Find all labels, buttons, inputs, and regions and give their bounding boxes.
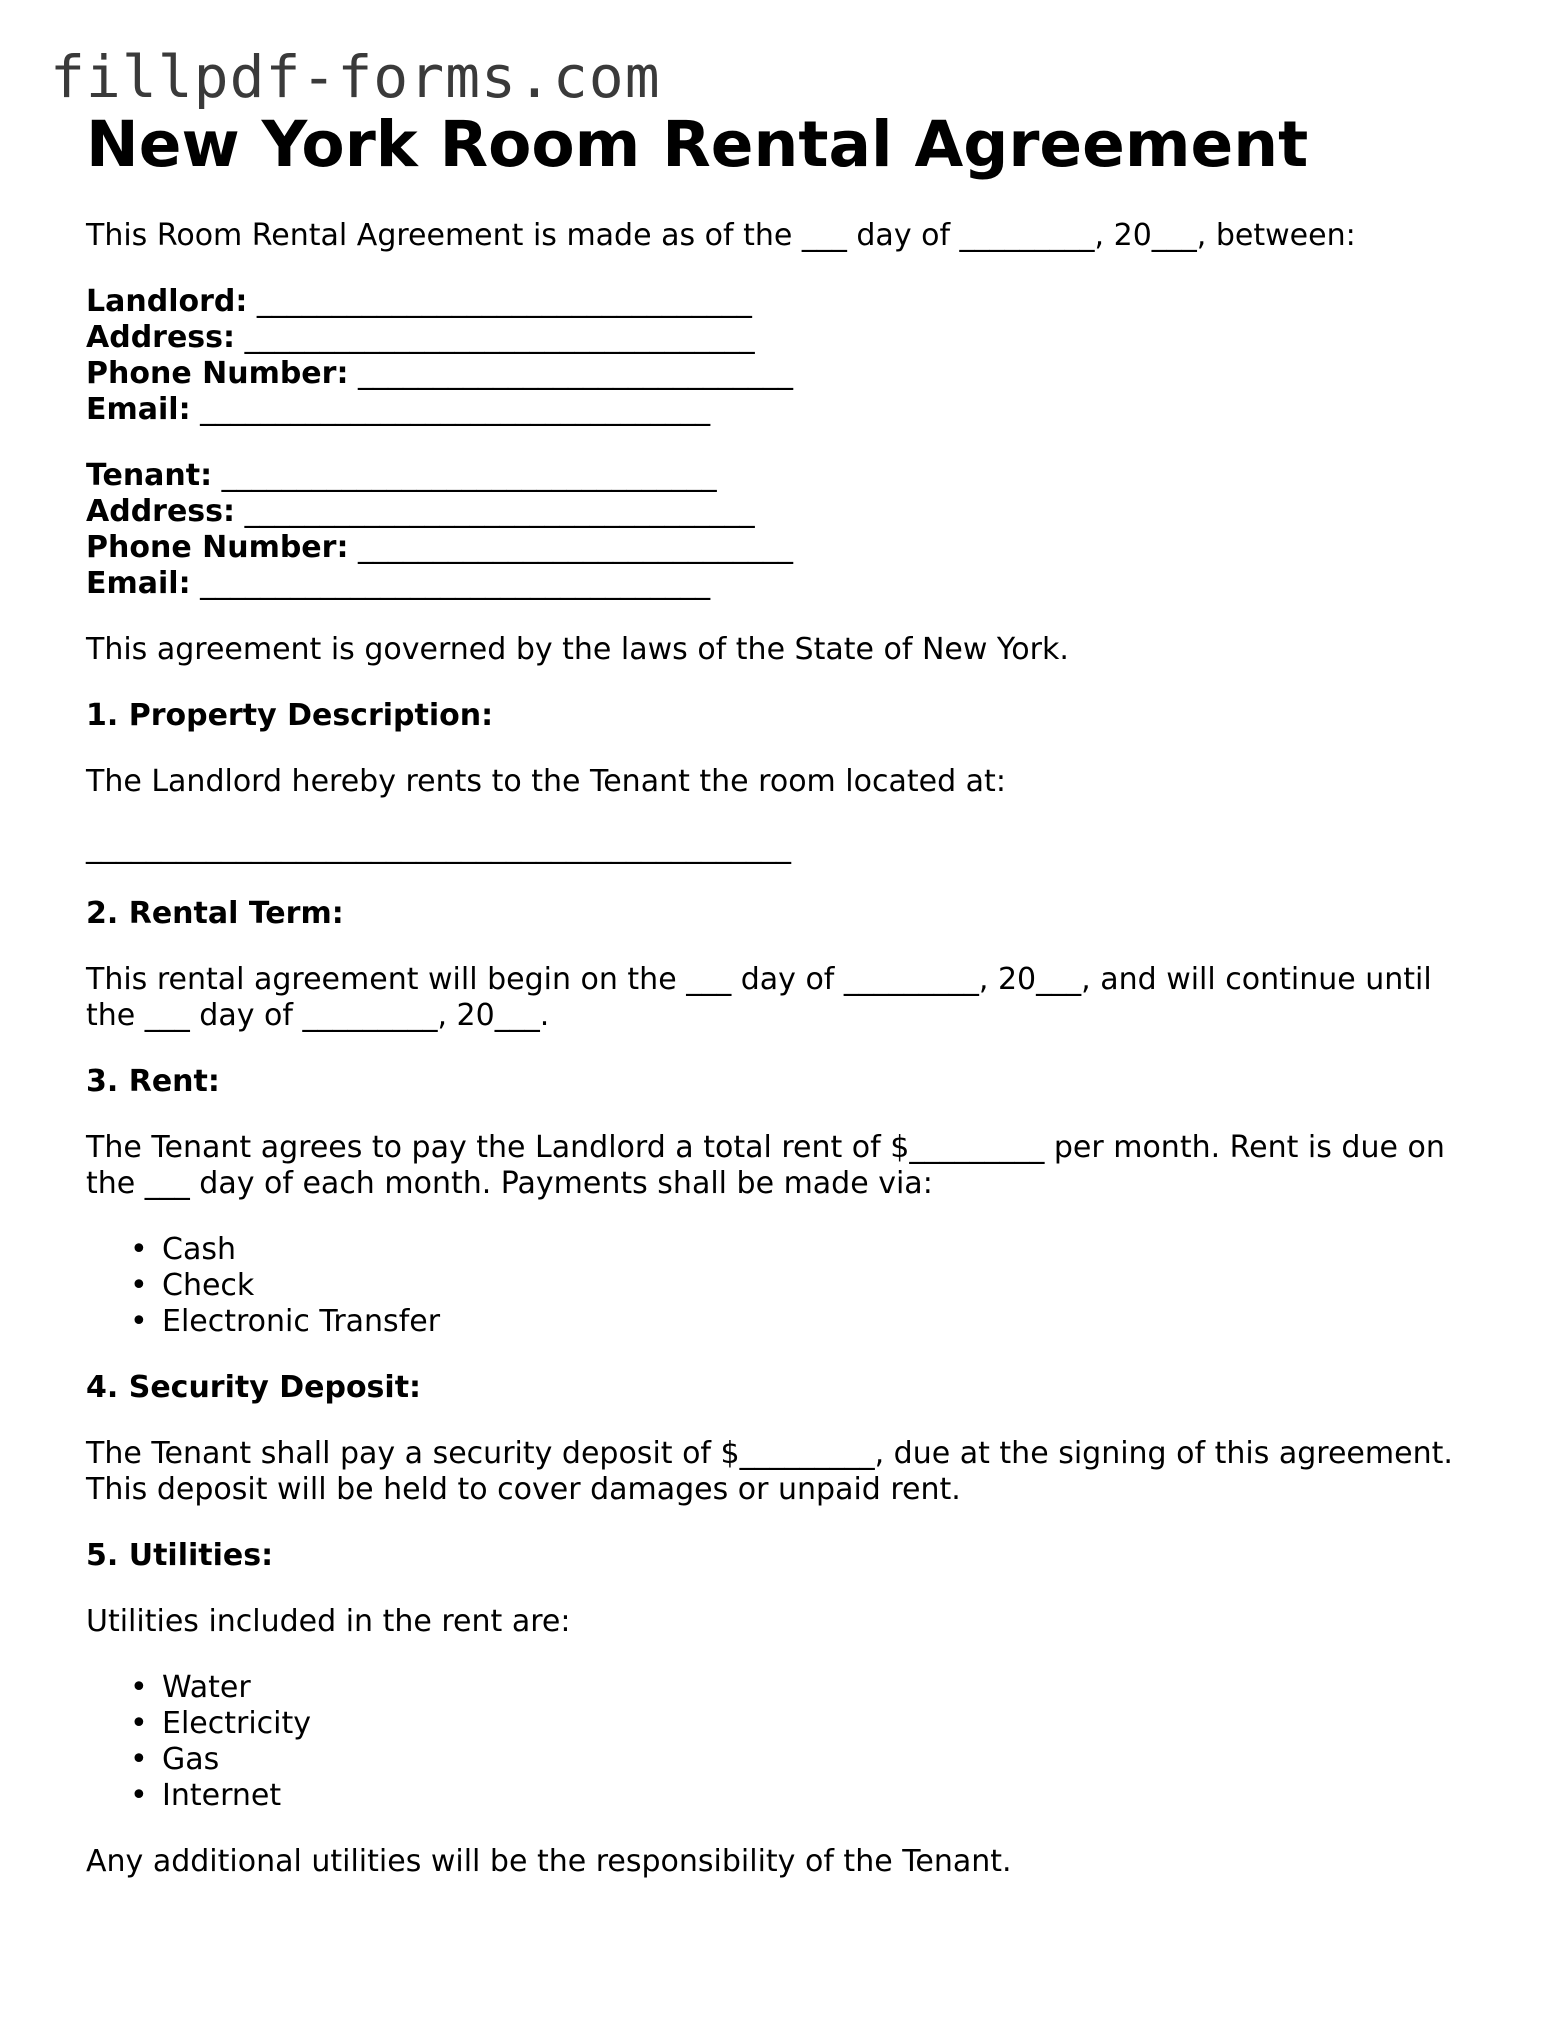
tenant-email-row xyxy=(86,566,1486,602)
bullet-icon: • xyxy=(130,1778,148,1814)
section-utilities-heading: 5. Utilities: xyxy=(86,1538,274,1574)
section-deposit-heading: 4. Security Deposit: xyxy=(86,1370,422,1406)
bullet-icon: • xyxy=(130,1706,148,1742)
landlord-phone-label: Phone Number: xyxy=(86,356,349,392)
tenant-address-label: Address: xyxy=(86,494,236,530)
utility-label: Water xyxy=(162,1670,251,1706)
utility-label: Internet xyxy=(162,1778,282,1814)
watermark-logo: fillpdf-forms.com xyxy=(50,43,661,111)
tenant-block xyxy=(86,458,1486,602)
landlord-name-label: Landlord: xyxy=(86,284,248,320)
tenant-phone-label: Phone Number: xyxy=(86,530,349,566)
list-item xyxy=(86,1778,1486,1814)
landlord-email-row xyxy=(86,392,1486,428)
bullet-icon: • xyxy=(130,1232,148,1268)
tenant-address-row xyxy=(86,494,1486,530)
landlord-phone-field[interactable]: _____________________________ xyxy=(358,356,793,392)
tenant-address-field[interactable]: __________________________________ xyxy=(244,494,755,530)
landlord-name-field[interactable]: _________________________________ xyxy=(256,284,752,320)
utilities-list xyxy=(86,1670,1486,1814)
bullet-icon: • xyxy=(130,1670,148,1706)
tenant-phone-field[interactable]: _____________________________ xyxy=(358,530,793,566)
tenant-email-label: Email: xyxy=(86,566,191,602)
payment-method-label: Check xyxy=(162,1268,255,1304)
section-utilities-footer: Any additional utilities will be the responsibility of the Tenant. xyxy=(86,1844,1012,1880)
property-address-field[interactable]: _______________________________________________ xyxy=(86,830,791,866)
landlord-block xyxy=(86,284,1486,428)
utility-label: Gas xyxy=(162,1742,220,1778)
list-item xyxy=(86,1304,1486,1340)
tenant-name-field[interactable]: _________________________________ xyxy=(221,458,717,494)
landlord-phone-row xyxy=(86,356,1486,392)
utility-label: Electricity xyxy=(162,1706,312,1742)
tenant-name-label: Tenant: xyxy=(86,458,213,494)
list-item xyxy=(86,1670,1486,1706)
section-property-heading: 1. Property Description: xyxy=(86,698,494,734)
governing-law-text: This agreement is governed by the laws of the State of New York. xyxy=(86,632,1069,668)
section-term-text: This rental agreement will begin on the ___ day of _________, 20___, and will continue until the ___ day of _________, 20___. xyxy=(86,962,1432,1034)
payment-methods-list xyxy=(86,1232,1486,1340)
payment-method-label: Cash xyxy=(162,1232,236,1268)
tenant-phone-row xyxy=(86,530,1486,566)
section-rent-text: The Tenant agrees to pay the Landlord a total rent of $_________ per month. Rent is due on the ___ day of each month. Payments shall be made via: xyxy=(86,1130,1445,1202)
landlord-address-field[interactable]: __________________________________ xyxy=(244,320,755,356)
bullet-icon: • xyxy=(130,1742,148,1778)
list-item xyxy=(86,1268,1486,1304)
document-body xyxy=(86,108,1486,1880)
landlord-address-row xyxy=(86,320,1486,356)
section-utilities-text: Utilities included in the rent are: xyxy=(86,1604,571,1640)
bullet-icon: • xyxy=(130,1304,148,1340)
tenant-email-field[interactable]: __________________________________ xyxy=(200,566,711,602)
payment-method-label: Electronic Transfer xyxy=(162,1304,441,1340)
list-item xyxy=(86,1742,1486,1778)
section-deposit-text: The Tenant shall pay a security deposit of $_________, due at the signing of this agreement. This deposit will be held to cover damages or unpaid rent. xyxy=(86,1436,1453,1508)
section-rent-heading: 3. Rent: xyxy=(86,1064,220,1100)
intro-text: This Room Rental Agreement is made as of the ___ day of _________, 20___, between: xyxy=(86,218,1356,254)
landlord-address-label: Address: xyxy=(86,320,236,356)
bullet-icon: • xyxy=(130,1268,148,1304)
landlord-email-field[interactable]: __________________________________ xyxy=(200,392,711,428)
list-item xyxy=(86,1706,1486,1742)
list-item xyxy=(86,1232,1486,1268)
page-title: New York Room Rental Agreement xyxy=(86,108,1309,181)
section-term-heading: 2. Rental Term: xyxy=(86,896,344,932)
landlord-name-row xyxy=(86,284,1486,320)
tenant-name-row xyxy=(86,458,1486,494)
landlord-email-label: Email: xyxy=(86,392,191,428)
section-property-text: The Landlord hereby rents to the Tenant the room located at: xyxy=(86,764,1006,800)
